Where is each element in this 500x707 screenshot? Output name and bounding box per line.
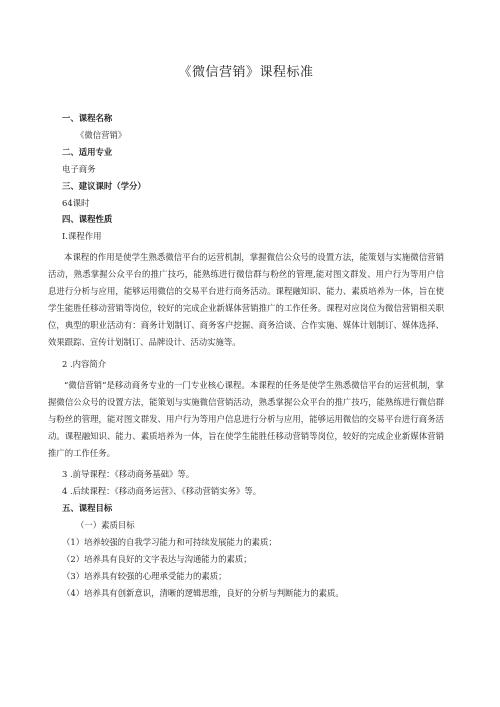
quality-goal-item: （2）培养具有良好的文字表达与沟通能力的素质； xyxy=(62,553,252,564)
quality-goal-item: （3）培养具有较强的心理承受能力的素质； xyxy=(62,570,227,581)
course-name-value: 《微信营销》 xyxy=(76,129,127,140)
quality-goal-item: （4）培养具有创新意识，清晰的逻辑思维，良好的分析与判断能力的素质。 xyxy=(62,587,344,598)
course-role-paragraph: 本课程的作用是使学生熟悉微信平台的运营机制，掌握微信公众号的设置方法，能策划与实施微信营销活动，熟悉掌握公众平台的推广技巧，能熟练进行微信群与粉丝的管理,能对图文群发、用户行为等用户信息进行分析与应用，能够运用微信的交易平台进行商务活动。课程融知识、能力、素质培养为一体，旨在使学生能胜任移动营销等岗位，较好的完成企业新媒体营销推广的工作任务。课程对应岗位为微信营销相关职位，典型的职业活动有：商务计划制订、商务客户挖掘、商务洽谈、合作实施、媒体计划制订、媒体选择、效果跟踪、宣传计划制订、品牌设计、活动实施等。 xyxy=(48,252,444,348)
section-3-heading: 三、建议课时（学分） xyxy=(62,180,146,191)
major-value: 电子商务 xyxy=(62,163,96,174)
quality-goals-subheading: （一）素质目标 xyxy=(76,519,135,530)
section-1-heading: 一、课程名称 xyxy=(62,113,113,123)
content-intro-subheading: 2 .内容简介 xyxy=(62,358,107,369)
section-5-heading: 五、课程目标 xyxy=(62,502,113,513)
section-2-heading: 二、适用专业 xyxy=(62,146,113,157)
course-role-subheading: I.课程作用 xyxy=(62,231,102,242)
section-4-heading: 四、课程性质 xyxy=(62,214,113,225)
content-intro-paragraph: “微信营销”是移动商务专业的一门专业核心课程。本课程的任务是使学生熟悉微信平台的运营机制，掌握微信公众号的设置方法，能策划与实施微信营销活动，熟悉掌握公众平台的推广技巧，能熟练进行微信群与粉丝的管理，能对图文群发、用户行为等用户信息进行分析与应用，能够运用微信的交易平台进行商务活动。课程融知识、能力、素质培养为一体，旨在使学生能胜任移动营销等岗位，较好的完成企业新媒体营销推广的工作任务。 xyxy=(48,379,444,458)
hours-value: 64课时 xyxy=(62,197,90,208)
follow-up-courses: 4 .后续课程：《移动商务运营》、《移动营销实务》等。 xyxy=(62,486,262,497)
document-title: 《微信营销》课程标准 xyxy=(178,65,314,80)
prerequisite-courses: 3 .前导课程：《移动商务基础》等。 xyxy=(62,469,195,480)
quality-goal-item: （1）培养较强的自我学习能力和可持续发展能力的素质； xyxy=(62,536,277,547)
